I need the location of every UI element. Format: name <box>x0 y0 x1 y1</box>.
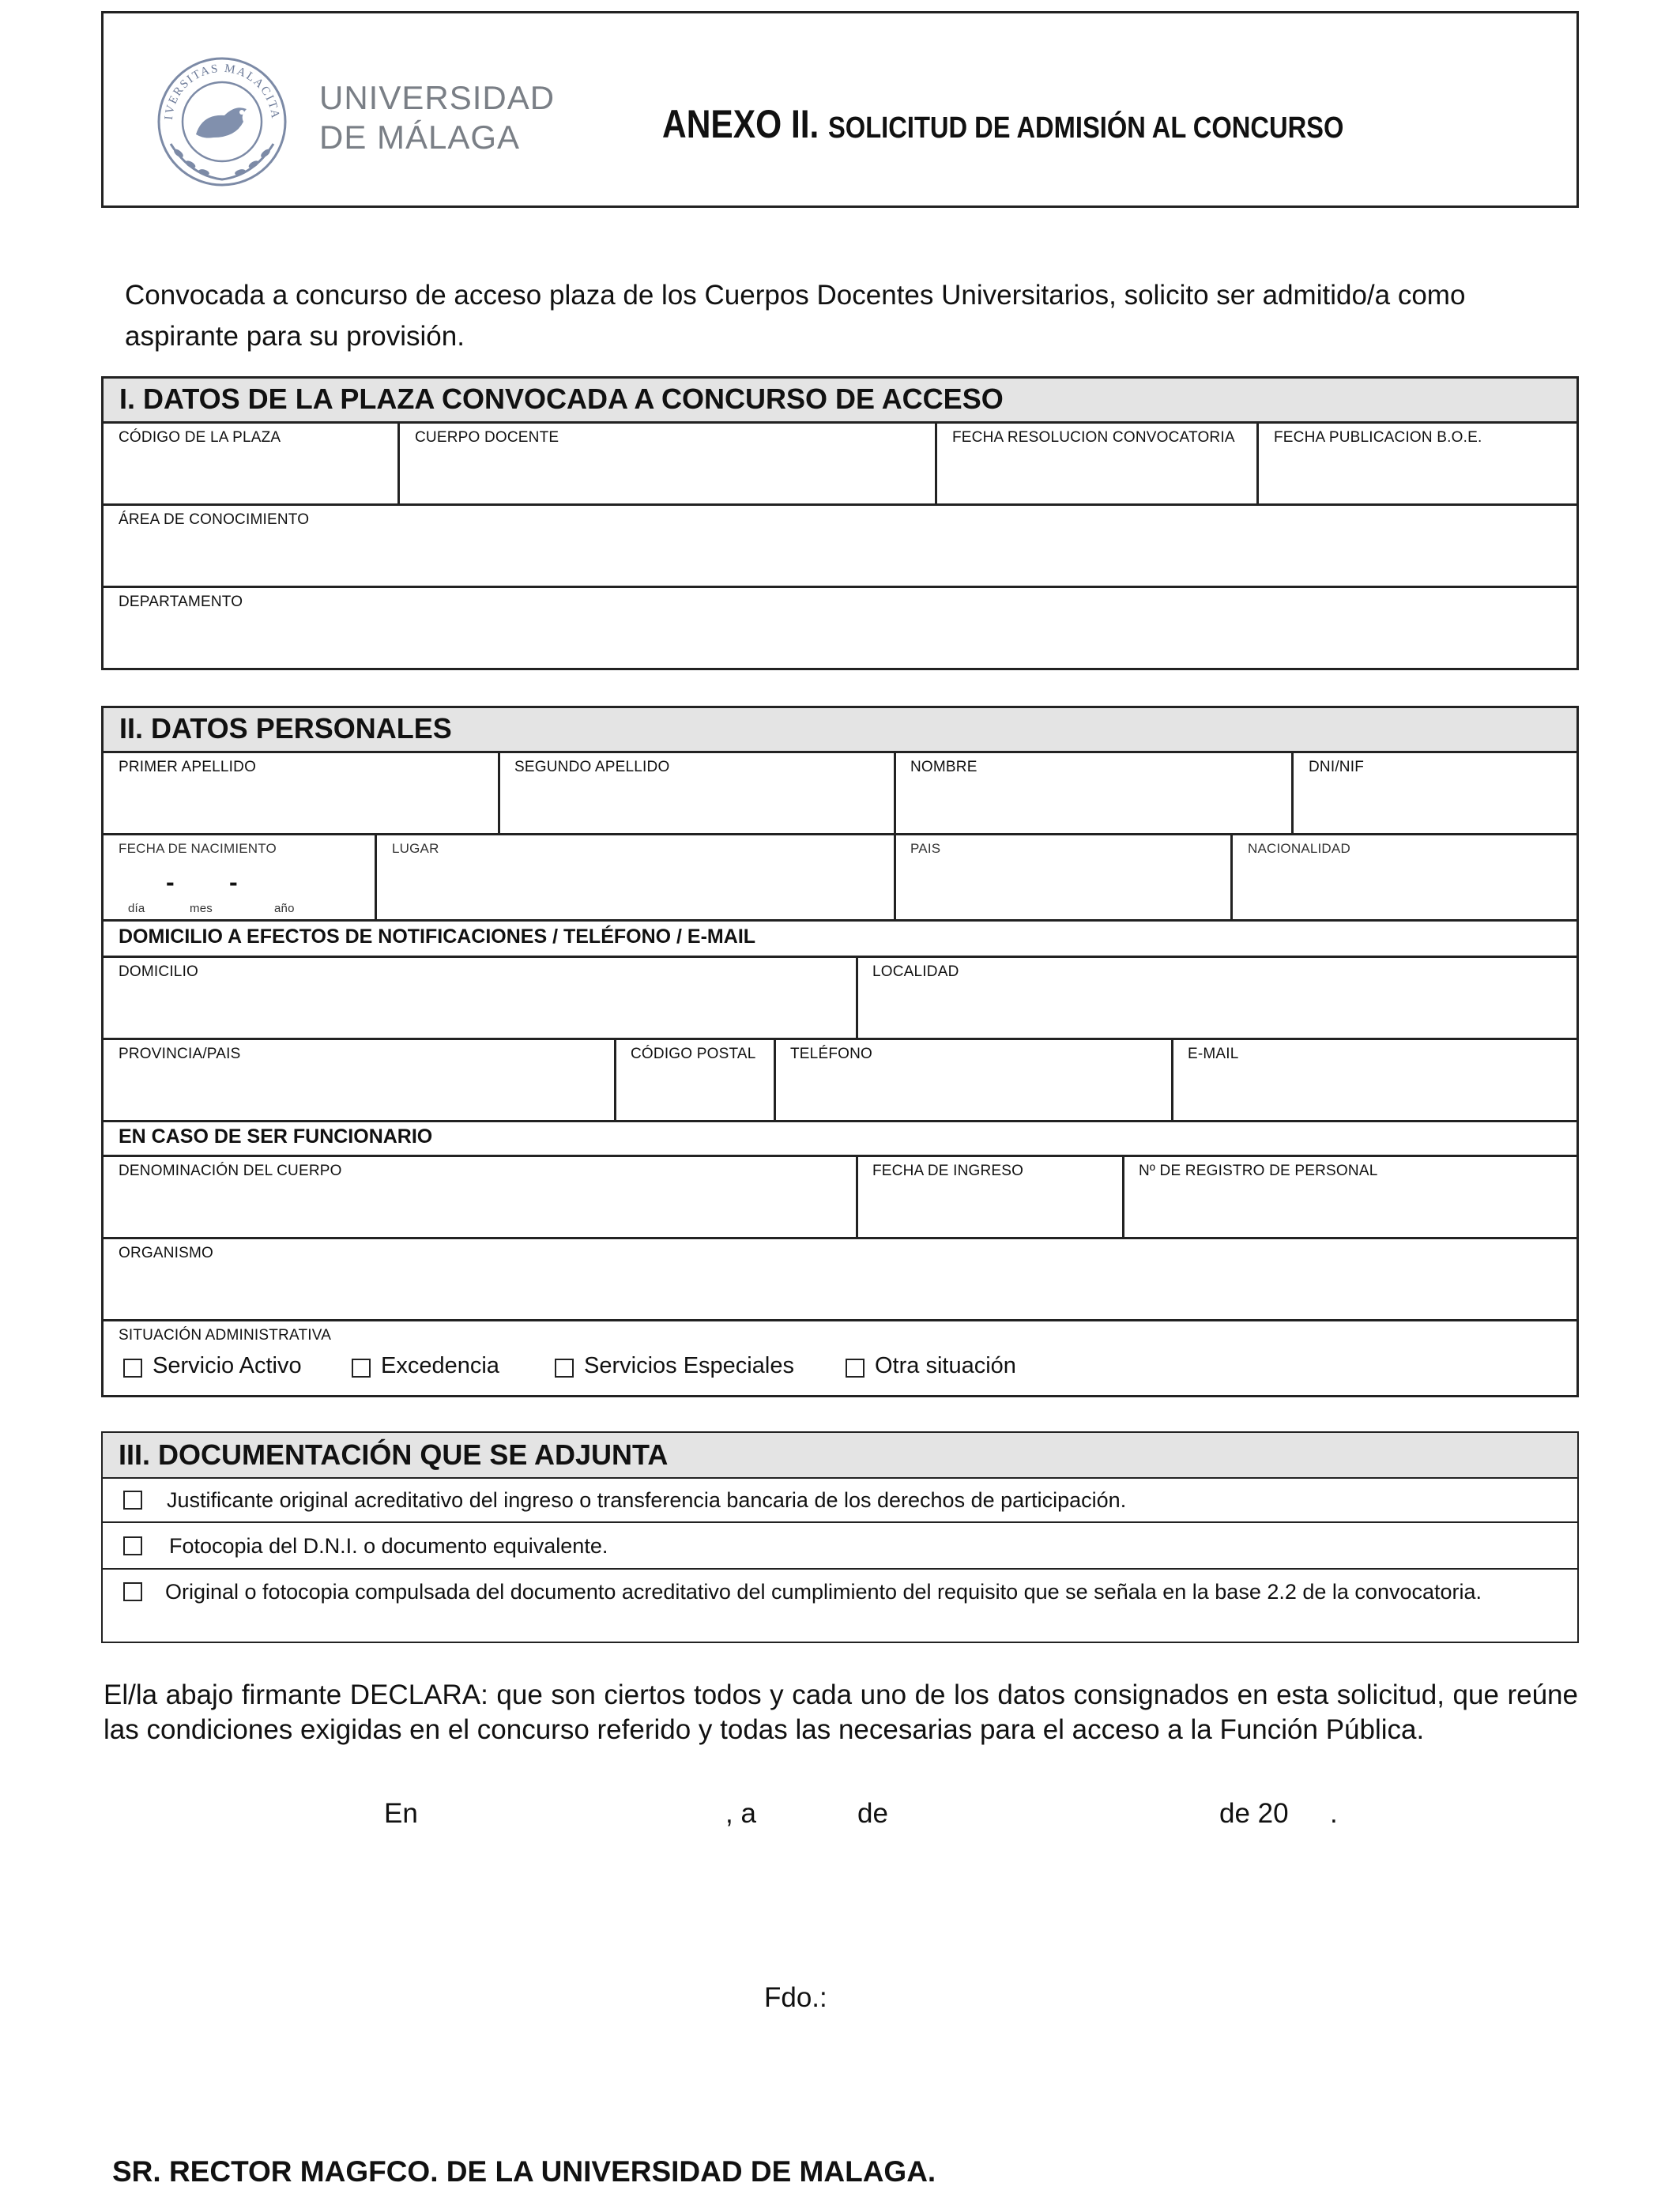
localidad-label: LOCALIDAD <box>872 963 959 980</box>
section1-title: I. DATOS DE LA PLAZA CONVOCADA A CONCURSO DE ACCESO <box>104 379 1576 421</box>
situacion-label: SITUACIÓN ADMINISTRATIVA <box>119 1327 332 1344</box>
registro-personal-label: Nº DE REGISTRO DE PERSONAL <box>1139 1163 1378 1179</box>
mes-label: mes <box>190 902 213 915</box>
doc-dni-label: Fotocopia del D.N.I. o documento equivalente. <box>169 1534 608 1558</box>
section2-title: II. DATOS PERSONALES <box>104 708 1576 751</box>
codigo-plaza-label: CÓDIGO DE LA PLAZA <box>119 429 281 446</box>
university-seal-logo <box>147 49 297 188</box>
page-title-annex: ANEXO II. <box>662 102 819 146</box>
fecha-nacimiento-field[interactable] <box>106 861 372 899</box>
declaration-text: El/la abajo firmante DECLARA: que son ciertos todos y cada uno de los datos consignados en esta solicitud, que reúne las condiciones exigidas en el concurso referido y todas las necesarias para el acceso a la Función Pública. <box>104 1679 1578 1745</box>
organismo-label: ORGANISMO <box>119 1245 214 1261</box>
fecha-ingreso-field[interactable] <box>861 1184 1120 1235</box>
date-end-dot: . <box>1330 1798 1338 1829</box>
pais-label: PAIS <box>910 841 941 856</box>
excedencia-checkbox[interactable] <box>352 1359 371 1378</box>
departamento-label: DEPARTAMENTO <box>119 594 243 610</box>
otra-situacion-checkbox[interactable] <box>846 1359 864 1378</box>
date-de-label: de <box>857 1798 888 1829</box>
departamento-field[interactable] <box>106 615 1574 665</box>
telefono-label: TELÉFONO <box>790 1046 873 1062</box>
place-field[interactable] <box>435 1794 719 1832</box>
funcionario-heading: EN CASO DE SER FUNCIONARIO <box>119 1125 433 1148</box>
signature-label: Fdo.: <box>764 1982 827 2013</box>
page-title-text: SOLICITUD DE ADMISIÓN AL CONCURSO <box>827 111 1344 145</box>
anio-label: año <box>274 902 295 915</box>
denominacion-label: DENOMINACIÓN DEL CUERPO <box>119 1163 342 1179</box>
codigo-postal-field[interactable] <box>619 1067 771 1118</box>
fecha-dash-2: - <box>229 868 238 896</box>
localidad-field[interactable] <box>861 985 1574 1035</box>
area-conocimiento-label: ÁREA DE CONOCIMIENTO <box>119 511 310 528</box>
email-label: E-MAIL <box>1188 1046 1239 1062</box>
codigo-plaza-field[interactable] <box>106 450 395 501</box>
doc-justificante-checkbox[interactable] <box>123 1491 142 1510</box>
provincia-field[interactable] <box>106 1067 612 1118</box>
nombre-field[interactable] <box>898 780 1289 831</box>
codigo-postal-label: CÓDIGO POSTAL <box>631 1046 756 1062</box>
nombre-label: NOMBRE <box>910 759 977 775</box>
segundo-apellido-field[interactable] <box>503 780 891 831</box>
lugar-label: LUGAR <box>392 841 439 856</box>
intro-text: Convocada a concurso de acceso plaza de los Cuerpos Docentes Universitarios, solicito ser admitido/a como aspirante para su provisión. <box>125 280 1466 352</box>
nacionalidad-label: NACIONALIDAD <box>1248 841 1350 856</box>
date-de20-label: de 20 <box>1219 1798 1289 1829</box>
lugar-field[interactable] <box>379 861 891 917</box>
fecha-boe-field[interactable] <box>1261 450 1574 501</box>
doc-requisito-checkbox[interactable] <box>123 1582 142 1601</box>
area-conocimiento-field[interactable] <box>106 533 1574 583</box>
segundo-apellido-label: SEGUNDO APELLIDO <box>514 759 670 775</box>
primer-apellido-label: PRIMER APELLIDO <box>119 759 257 775</box>
registro-personal-field[interactable] <box>1127 1184 1574 1235</box>
fecha-ingreso-label: FECHA DE INGRESO <box>872 1163 1024 1179</box>
denominacion-field[interactable] <box>106 1184 853 1235</box>
servicios-especiales-label: Servicios Especiales <box>584 1353 794 1378</box>
pais-field[interactable] <box>898 861 1228 917</box>
fecha-boe-label: FECHA PUBLICACION B.O.E. <box>1274 429 1482 446</box>
fecha-resolucion-label: FECHA RESOLUCION CONVOCATORIA <box>952 429 1235 446</box>
provincia-label: PROVINCIA/PAIS <box>119 1046 241 1062</box>
servicios-especiales-checkbox[interactable] <box>555 1359 574 1378</box>
servicio-activo-checkbox[interactable] <box>123 1359 142 1378</box>
logo-wordmark-line2: DE MÁLAGA <box>319 119 521 156</box>
cuerpo-docente-label: CUERPO DOCENTE <box>415 429 559 446</box>
telefono-field[interactable] <box>778 1067 1169 1118</box>
date-en-label: En <box>384 1798 418 1829</box>
doc-dni-checkbox[interactable] <box>123 1536 142 1555</box>
signature-field[interactable] <box>838 1976 1233 2019</box>
dni-field[interactable] <box>1296 780 1574 831</box>
addressee-text: SR. RECTOR MAGFCO. DE LA UNIVERSIDAD DE MALAGA. <box>112 2155 936 2188</box>
fecha-nacimiento-label: FECHA DE NACIMIENTO <box>119 841 277 856</box>
domicilio-label: DOMICILIO <box>119 963 199 980</box>
fecha-dash-1: - <box>166 868 175 896</box>
cuerpo-docente-field[interactable] <box>402 450 932 501</box>
dia-label: día <box>128 902 145 915</box>
logo-wordmark-line1: UNIVERSIDAD <box>319 79 556 116</box>
doc-requisito-label: Original o fotocopia compulsada del documento acreditativo del cumplimiento del requisito que se señala en la base 2.2 de la convocatoria. <box>165 1580 1482 1604</box>
section3-title: III. DOCUMENTACIÓN QUE SE ADJUNTA <box>103 1433 1577 1477</box>
otra-situacion-label: Otra situación <box>875 1353 1016 1378</box>
domicilio-heading: DOMICILIO A EFECTOS DE NOTIFICACIONES / TELÉFONO / E-MAIL <box>119 925 756 948</box>
month-field[interactable] <box>901 1794 1217 1832</box>
dni-label: DNI/NIF <box>1309 759 1365 775</box>
domicilio-field[interactable] <box>106 985 853 1035</box>
day-field[interactable] <box>770 1794 849 1832</box>
svg-text:UNIVERSITAS MALACITANA: IVERSITAS MALACITA <box>162 62 282 121</box>
servicio-activo-label: Servicio Activo <box>153 1353 302 1378</box>
organismo-field[interactable] <box>106 1266 1574 1317</box>
fecha-resolucion-field[interactable] <box>940 450 1254 501</box>
primer-apellido-field[interactable] <box>106 780 495 831</box>
page-title <box>662 101 1427 147</box>
excedencia-label: Excedencia <box>381 1353 499 1378</box>
doc-justificante-label: Justificante original acreditativo del ingreso o transferencia bancaria de los derechos de participación. <box>167 1488 1127 1512</box>
year-field[interactable] <box>1296 1794 1328 1832</box>
nacionalidad-field[interactable] <box>1235 861 1574 917</box>
email-field[interactable] <box>1176 1067 1574 1118</box>
date-a-label: , a <box>725 1798 756 1829</box>
